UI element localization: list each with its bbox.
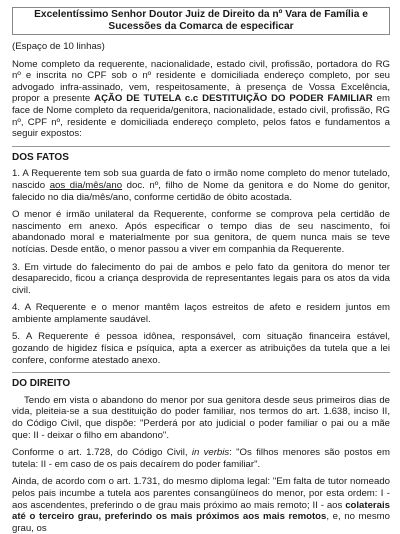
spacing-note: (Espaço de 10 linhas) bbox=[12, 41, 105, 52]
facts-paragraph-3: 3. Em virtude do falecimento do pai de ambos e pelo fato da genitora do menor ter desaparecido, ficou a criança desprovida de representantes legais para os atos da vida civil. bbox=[12, 261, 390, 296]
title-box bbox=[12, 7, 390, 35]
action-title: AÇÃO DE TUTELA c.c DESTITUIÇÃO DO PODER FAMILIAR bbox=[94, 93, 373, 105]
law-paragraph-2 bbox=[12, 447, 390, 470]
law-paragraph-1: Tendo em vista o abandono do menor por sua genitora desde seus primeiros dias de vida, pleiteia-se a sua destituição do poder familiar, nos termos do art. 1.638, inciso II, do Código Civil, que dispõe: "Perderá por ato judicial o poder familiar o pai ou a mãe que: II - deixar o filho em abandono". bbox=[12, 394, 390, 441]
facts-paragraph-4: 4. A Requerente e o menor mantêm laços estreitos de afeto e residem juntos em ambiente amplamente saudável. bbox=[12, 302, 390, 325]
document-title: Excelentíssimo Senhor Doutor Juiz de Direito da nº Vara de Família e Sucessões da Comarca de especificar bbox=[34, 9, 368, 32]
intro-paragraph bbox=[12, 59, 390, 140]
facts-paragraph-5: 5. A Requerente é pessoa idônea, responsável, com situação financeira estável, gozando de higidez física e psíquica, apta a exercer as atribuições da tutela que a lei confere, conforme atestado anexo. bbox=[12, 331, 390, 366]
facts-p1-text-b: doc. nº, filho de Nome da genitora e do Nome do genitor, falecido no dia dia/mês/ano, conforme certidão de óbito acostada. bbox=[12, 179, 390, 203]
law-p3-bold: colaterais até o terceiro grau, preferindo os mais próximos aos mais remotos bbox=[12, 499, 390, 523]
section-divider bbox=[12, 372, 390, 373]
facts-p1-text-a: 1. A Requerente tem sob sua guarda de fato o irmão nome completo do menor tutelado, nascido bbox=[12, 168, 390, 191]
law-paragraph-3 bbox=[12, 476, 390, 534]
law-p3-text-b: , e, no mesmo grau, os bbox=[12, 511, 390, 534]
law-p2-italic: in verbis bbox=[191, 447, 230, 459]
law-p2-text-b: : "Os filhos menores são postos em tutela: II - em caso de os pais decaírem do poder familiar". bbox=[12, 447, 390, 470]
law-p3-text-a: Ainda, de acordo com o art. 1.731, do mesmo diploma legal: "Em falta de tutor nomeado pelos pais incumbe a tutela aos parentes consangüíneos do menor, por esta ordem: I - aos ascendentes, preferindo o de grau mais próximo ao mais remoto; II - aos bbox=[12, 476, 390, 511]
law-heading: DO DIREITO bbox=[12, 378, 71, 390]
intro-text-2: em face de Nome completo da requerida/genitora, nacionalidade, estado civil, profissão, RG nº, CPF nº, residente e domiciliada endereço completo, pelos fatos e fundamentos a seguir expostos: bbox=[12, 93, 390, 140]
intro-text-1: Nome completo da requerente, nacionalidade, estado civil, profissão, portadora do RG nº e inscrita no CPF sob o nº residente e domiciliada endereço completo, por seu advogado infra-assinado, vem, respeitosamente, à presença de Vossa Excelência, propor a presente bbox=[12, 58, 390, 105]
facts-paragraph-2: O menor é irmão unilateral da Requerente, conforme se comprova pela certidão de nascimento em anexo. Após especificar o tempo dias de seu nascimento, foi abandonado moral e materialmente por sua genitora, de quem nunca mais se teve notícias. Desde então, o menor passou a viver em companhia da Requerente. bbox=[12, 209, 390, 255]
section-divider bbox=[12, 146, 390, 147]
facts-paragraph-1 bbox=[12, 168, 390, 203]
facts-heading: DOS FATOS bbox=[12, 151, 69, 163]
birth-date: aos dia/mês/ano bbox=[49, 179, 123, 191]
law-p2-text-a: Conforme o art. 1.728, do Código Civil, bbox=[12, 447, 192, 459]
